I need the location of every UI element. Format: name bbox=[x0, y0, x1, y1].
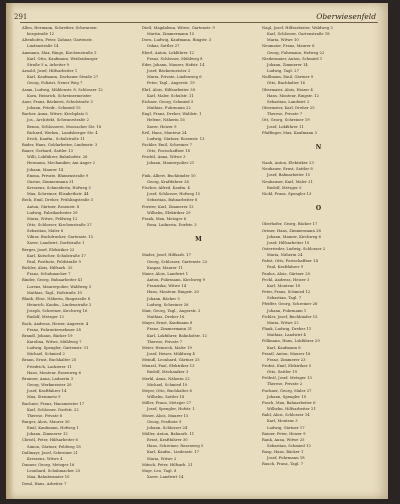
directory-entry: Buchner, Franz, Hausmeister 17 bbox=[22, 401, 85, 406]
directory-entry-continuation: Mathias, Landwirt 4 bbox=[267, 333, 306, 338]
directory-entry: Ortner, Hans, Zimmermann 28 bbox=[262, 228, 321, 233]
directory-entry: Moser, Alois, Maurer 15 bbox=[142, 413, 189, 418]
directory-entry: Obermeier, Karl, Dreher 25 bbox=[262, 106, 315, 111]
directory-entry-continuation: Wilhelm, Hilfsarbeiter 21 bbox=[267, 407, 316, 412]
directory-entry: Beck, Emil, Dreher, Frühlingstraße 3 bbox=[22, 198, 94, 203]
directory-entry-continuation: Josef, Hilfsarbeiter 10 bbox=[267, 240, 310, 245]
directory-entry-continuation: Paul, Postbote, Feldstraße 9 bbox=[27, 259, 81, 264]
directory-entry-continuation: Ernst, Kraftfahrer 30 bbox=[147, 438, 188, 443]
directory-entry-continuation: Sebastian, Landwirt 2 bbox=[267, 99, 310, 104]
directory-entry: Nußbaum, Emil, Gärtner 9 bbox=[262, 75, 314, 80]
directory-entry-continuation: Josef, Schlosser, Hofweg 15 bbox=[147, 192, 201, 197]
directory-entry-continuation: Xaver, Landwirt 14 bbox=[147, 475, 184, 480]
directory-entry-continuation: Franz, Zimmermann 31 bbox=[147, 327, 193, 332]
directory-entry: Pichler, Josef, Buchbinder 15 bbox=[262, 314, 318, 319]
directory-entry-continuation: Wilhelm, Elektriker 29 bbox=[147, 210, 191, 215]
directory-entry: Prantl, Anton, Maurer 16 bbox=[262, 351, 311, 356]
directory-entry-continuation: Karl, Monteur 3 bbox=[267, 419, 298, 424]
directory-entry-continuation: Therese, Private 7 bbox=[267, 112, 303, 117]
directory-entry-continuation: Maria, Näherin 24 bbox=[267, 253, 303, 258]
directory-entry-continuation: Joseph, Schreiner, Kirchweg 16 bbox=[27, 309, 88, 314]
directory-entry-continuation: Otto, Buchhalter 16 bbox=[267, 81, 306, 86]
directory-entry: Eder, Johann, Maurer, Hofstr. 14 bbox=[142, 62, 205, 67]
directory-entry: Christl, Peter, Hilfsarbeiter 6 bbox=[22, 438, 78, 443]
directory-entry: Naab, Anton, Elektriker 23 bbox=[262, 161, 314, 166]
directory-entry-continuation: Franz, Schuhmacher 7 bbox=[27, 272, 71, 277]
directory-entry-continuation: Max, Bahnbeamter 10 bbox=[27, 475, 70, 480]
directory-entry: Maier, Alois, Landwirt 1 bbox=[142, 271, 189, 276]
directory-entry: Rainer, Peter, Heizer 9 bbox=[262, 431, 306, 436]
directory-entry-continuation: Erich, Kaufm., Schulstraße 11 bbox=[27, 136, 85, 141]
directory-entry-continuation: Leonhard, Schuhmacher 23 bbox=[27, 469, 81, 474]
directory-entry: Niedermaier, Anton, Schmied 1 bbox=[262, 56, 323, 61]
directory-entry: Auer, Franz, Bäckerei, Schulstraße 3 bbox=[22, 99, 93, 104]
directory-entry: Mayr, Leo, Tagl. 8 bbox=[142, 468, 177, 473]
directory-entry: Dorn, Ludwig, Kaufmann, Ringstr. 3 bbox=[142, 38, 212, 43]
directory-entry-continuation: Benno, Schlosserei, Moosacher Str. 18 bbox=[27, 124, 102, 129]
directory-entry-continuation: Viktor, Buchdrucker, Gartenstr. 15 bbox=[27, 235, 94, 240]
directory-entry: Neumaier, Franz, Maurer 6 bbox=[262, 44, 315, 49]
directory-entry-continuation: Mathias, Fuhrmann 22 bbox=[147, 106, 191, 111]
directory-entry-continuation: Johann, Zimmerer 14 bbox=[267, 62, 308, 67]
page-number: 291 bbox=[14, 13, 28, 21]
running-title: Oberwiesenfeld bbox=[316, 12, 376, 21]
directory-entry: Rauch, Franz, Tagl. 7 bbox=[262, 462, 304, 467]
directory-entry: Dietl, Magdalena, Witwe, Gartenstr. 9 bbox=[142, 26, 215, 30]
directory-entry-continuation: Kaspar, Maurer 11 bbox=[147, 265, 183, 270]
directory-entry-continuation: Paul, Kraftfahrer 9 bbox=[267, 265, 304, 270]
directory-entry-continuation: Therese, Private 7 bbox=[147, 339, 183, 344]
directory-entry-continuation: Max, Schreiner, Elisabethstr. 44 bbox=[27, 192, 89, 197]
directory-entry-continuation: bergstraße 12 bbox=[27, 32, 55, 37]
directory-entry-continuation: Friedrich, Lackierer 11 bbox=[27, 364, 72, 369]
directory-entry: Braun, Ernst, Buchhalter 25 bbox=[22, 358, 77, 363]
directory-entry: Osterrieder, Ludwig, Schlosser 2 bbox=[262, 247, 326, 251]
directory-entry-continuation: Sebastian, Tagl. 7 bbox=[267, 296, 302, 301]
directory-entry: Merkl, Anna, Näherin 22 bbox=[142, 376, 190, 381]
directory-entry: Fackler, Emil, Schreiner 7 bbox=[142, 142, 192, 147]
directory-entry-continuation: Karl, Maler, Schulstr. 11 bbox=[147, 93, 194, 98]
section-letter: O bbox=[315, 205, 322, 213]
directory-entry: Meindl, Leonhard, Gärtner 25 bbox=[142, 358, 200, 363]
directory-entry: Obermaier, Alois, Heizer 4 bbox=[262, 87, 313, 92]
directory-entry-continuation: Hans, Schreiner, Rosenweg 5 bbox=[147, 444, 204, 449]
directory-entry-continuation: Otto, Sattler 19 bbox=[267, 370, 298, 375]
directory-entry: Frank, Max, Metzger 6 bbox=[142, 216, 187, 221]
directory-entry-continuation: Franziska, Witwe 14 bbox=[147, 284, 187, 289]
directory-entry-continuation: Ludwig, Fabrikarbeiter 29 bbox=[27, 210, 78, 215]
directory-entry: Paulus, Alois, Gärtner 20 bbox=[262, 271, 310, 276]
directory-entry: Eichner, Georg, Schmied 5 bbox=[142, 99, 194, 104]
directory-entry-continuation: Johann, Bäcker 5 bbox=[147, 296, 180, 301]
directory-entry-continuation: Georg, Kraftfahrer 26 bbox=[147, 179, 189, 184]
directory-entry: Mader, Josef, Hilfsarb. 17 bbox=[142, 253, 192, 258]
directory-entry-continuation: Karl, Kaufmann, Dachauer Straße 27 bbox=[27, 75, 99, 80]
directory-entry-continuation: Anton, Gärtner, Rosenstr. 8 bbox=[27, 204, 80, 209]
directory-entry-continuation: Franz, Zimmerer 23 bbox=[267, 357, 306, 362]
directory-entry-continuation: Johann, Spengler 10 bbox=[267, 394, 307, 399]
directory-entry-continuation: Wilhelm, Sattler 18 bbox=[147, 395, 185, 400]
directory-entry-continuation: Rudolf, Metzger 13 bbox=[27, 315, 64, 320]
directory-entry-continuation: Sebastian, Bahnarbeiter 8 bbox=[147, 198, 198, 203]
directory-entry: Bichler, Alois, Hilfsarb. 35 bbox=[22, 266, 73, 271]
directory-entry-continuation: Sebastian, Schmied 12 bbox=[267, 444, 311, 448]
column-2 bbox=[142, 25, 255, 493]
directory-entry: Mair, Georg, Tagl., Angerstr. 2 bbox=[142, 308, 201, 313]
directory-entry-continuation: Ludwig, Gärtner, Rosenstr. 13 bbox=[147, 136, 205, 141]
directory-entry-continuation: Ludwig, Tagl. 27 bbox=[267, 69, 299, 74]
directory-entry-continuation: Oskar, Sattler 27 bbox=[147, 44, 180, 49]
directory-entry: Fischer, Alfred, Kaufm. 4 bbox=[142, 186, 190, 191]
directory-entry-continuation: Emil, Kaufmann, Hofweg 1 bbox=[27, 426, 79, 431]
directory-entry: Pusch, Max, Bahnarbeiter 6 bbox=[262, 400, 316, 405]
directory-entry-continuation: Straße 5 a, Arbeiter 9 bbox=[27, 62, 70, 67]
directory-entry: Feichtl, Anna, Witwe 3 bbox=[142, 155, 186, 160]
directory-entry: Rank, Anna, Witwe 25 bbox=[262, 437, 305, 442]
directory-entry-continuation: Xaver, Heizer 9 bbox=[147, 124, 177, 129]
directory-entry: Eberl, Anton, Lokführer 12 bbox=[142, 50, 194, 55]
directory-entry-continuation: Richard, Werkm., Landsberger Str. 4 bbox=[27, 130, 98, 135]
directory-entry-continuation: Hans, Monteur, Ringstr. 20 bbox=[147, 290, 199, 295]
directory-entry-continuation: Johann, Friedr., Schmied 15 bbox=[27, 106, 81, 111]
directory-entry: Engl, Franz, Dreher, Waldstr. 1 bbox=[142, 112, 202, 117]
directory-entry: Pfeiffer, Georg, Schreiner 26 bbox=[262, 302, 318, 307]
directory-entry-continuation: Xaver, Landwirt, Dorfstraße 1 bbox=[27, 241, 85, 246]
directory-entry-continuation: Sebastian, Maler 6 bbox=[27, 229, 64, 234]
directory-entry: Danner, Georg, Metzger 16 bbox=[22, 463, 75, 468]
directory-entry: Miller, Franz, Metzger 27 bbox=[142, 401, 192, 406]
directory-entry bbox=[262, 197, 375, 203]
directory-entry: Rabl, Alois, Schlosser 14 bbox=[262, 413, 310, 418]
directory-entry: Plank, Ludwig, Dreher 11 bbox=[262, 327, 312, 332]
directory-entry-continuation: Karolina, Witwe, Mühlweg 7 bbox=[27, 339, 82, 344]
directory-entry-continuation: Johann, Fuhrmann 1 bbox=[267, 308, 307, 313]
directory-entry-continuation: Johann, Maurerpolier 21 bbox=[147, 161, 195, 166]
directory-entry: Münch, Peter, Hilfsarb. 21 bbox=[142, 462, 193, 467]
directory-entry-continuation: Karl, Kaufmann 8 bbox=[267, 345, 301, 350]
directory-entry: Blank, Elise, Näherin, Ringstraße 8 bbox=[22, 296, 91, 301]
directory-entry: Berger, Josef, Elektriker 22 bbox=[22, 247, 75, 252]
directory-entry: Ammann, Max, Ringe, Kirchenstraße 3 bbox=[22, 50, 97, 55]
directory-entry: Nagl, Josef, Hilfsarbeiter, Waldweg 3 bbox=[262, 26, 333, 30]
directory-entry-continuation: Hermann, Mechaniker, Am Anger 2 bbox=[27, 161, 95, 166]
directory-entry-continuation: Michael, Schmied 2 bbox=[27, 352, 65, 357]
directory-entry-continuation: Helene, Näherin 16 bbox=[147, 118, 185, 123]
directory-entry: Forster, Karl, Zimmerer 12 bbox=[142, 204, 194, 209]
directory-entry-continuation: Hans, Monteur, Rosenweg 6 bbox=[27, 370, 82, 375]
directory-entry: Pabst, Otto, Postschaffner 14 bbox=[262, 259, 318, 264]
directory-entry-continuation: Johann, Maurer, Kirchweg 6 bbox=[267, 234, 322, 239]
header-rule bbox=[20, 22, 378, 23]
directory-entry-continuation: Ludwig, Schreiner 28 bbox=[147, 302, 189, 307]
page-gutter-shadow bbox=[6, 3, 14, 499]
directory-entry: Bock, Andreas, Heizer, Angerstr. 4 bbox=[22, 321, 89, 326]
directory-entry: Altenhofen, Peter, Zahnar, Gartenstr. bbox=[22, 38, 93, 43]
directory-entry-continuation: Willi, Lokführer, Bahnhofstr. 26 bbox=[27, 155, 88, 160]
directory-entry-continuation: Karl, Monteur 18 bbox=[267, 283, 301, 288]
directory-entry: Peter, Franz, Schmied 12 bbox=[262, 290, 311, 295]
directory-entry-continuation: Rudolf, Metzger 5 bbox=[267, 185, 302, 190]
directory-entry-continuation: Karl, Lokführer, Bahnhofstr. 12 bbox=[147, 333, 207, 338]
directory-entry-continuation: Georg, Schlosser, Gartenstr. 23 bbox=[147, 259, 208, 264]
directory-entry-continuation: Johann, Zimmerer 12 bbox=[27, 432, 68, 437]
directory-entry-continuation: Kreszenz, Witwe 4 bbox=[27, 456, 63, 461]
directory-entry-continuation: Otto, Postschaffner 18 bbox=[147, 149, 191, 154]
directory-entry: Dallmayr, Josef, Schreiner 21 bbox=[22, 450, 79, 455]
directory-entry-continuation: Josef, Bahnarbeiter 15 bbox=[267, 173, 311, 178]
directory-entry: Arnold, Josef, Hilfsarbeiter 1 bbox=[22, 69, 78, 74]
directory-entry-continuation: Karl, Schlosser, Dorfstr. 22 bbox=[27, 407, 79, 412]
directory-entry-continuation: Josef, Lokführer 11 bbox=[267, 124, 304, 129]
directory-entry: Pechl, Andreas, Heizer 3 bbox=[262, 277, 310, 282]
directory-entry-continuation: Georg, Fuhrmann, Hofweg 22 bbox=[267, 50, 325, 55]
directory-entry-continuation: Gustav, Zimmermann 31 bbox=[27, 179, 74, 184]
directory-entry: Probst, Emil, Elektriker 5 bbox=[262, 363, 312, 368]
directory-entry: Meyer, Otto, Buchhalter 6 bbox=[142, 388, 192, 393]
directory-entry-continuation: Maria, Witwe, Feldweg 12 bbox=[27, 216, 78, 221]
directory-entry-continuation: Josef, Heizer, Mühlweg 4 bbox=[147, 351, 195, 356]
directory-entry-continuation: Franz, Schlosser, Mühlweg 8 bbox=[147, 56, 203, 61]
directory-entry: Ehrl, Alois, Hilfsarbeiter 30 bbox=[142, 87, 196, 92]
directory-page bbox=[6, 3, 388, 499]
directory-entry-continuation: Therese, Private 2 bbox=[267, 382, 303, 387]
directory-entry-continuation: Josef, Spengler, Hofstr. 1 bbox=[147, 407, 195, 412]
directory-entry bbox=[262, 136, 375, 142]
directory-entry: Neuhauser, Karl, Maler 21 bbox=[262, 179, 313, 184]
directory-entry-continuation: Michael, Schmied 10 bbox=[147, 382, 188, 387]
directory-entry-continuation: Ludwig, Spengler, Gartenstr. 31 bbox=[27, 346, 89, 351]
directory-entry-continuation: Hans, Monteur, Ringstr. 12 bbox=[267, 93, 319, 98]
directory-entry-continuation: Emma, Private, Blumenstraße 9 bbox=[27, 173, 89, 178]
directory-entry: Bauer, Gerhard, Sattler 13 bbox=[22, 149, 74, 154]
directory-entry: Pröbstl, Josef, Metzger 13 bbox=[262, 376, 312, 381]
directory-entry: Brandl, Johann, Bäcker 19 bbox=[22, 333, 73, 338]
directory-entry: Binder, Georg, Bahnarbeiter 41 bbox=[22, 278, 83, 283]
directory-entry: Brunner, Anna, Ladnerin 3 bbox=[22, 376, 74, 381]
directory-entry-continuation: Josef, Kraftfahrer 14 bbox=[27, 389, 67, 394]
directory-entry-continuation: Karl, Kaufm., Lindenstr. 17 bbox=[147, 450, 199, 455]
directory-entry-continuation: Korn, Heinrich, Schreinermeister bbox=[27, 93, 92, 98]
directory-entry-continuation: Therese, Private 8 bbox=[27, 413, 63, 418]
directory-entry-continuation: Johann, Schlosser 24 bbox=[147, 425, 188, 430]
directory-entry: Oberhofer, Georg, Bäcker 17 bbox=[262, 222, 318, 227]
directory-entry: Pfaffinger, Max, Kaufmann 3 bbox=[262, 130, 317, 135]
directory-entry: Bacher, Anna, Witwe, Kirchplatz 5 bbox=[22, 112, 88, 117]
directory-entry bbox=[142, 228, 255, 234]
directory-entry: Puchner, Georg, Maler 27 bbox=[262, 388, 312, 393]
directory-entry: Asam, Ludwig, Mühlenstr. 8, Schlosser 12 bbox=[22, 87, 103, 92]
directory-entry-continuation: Karl, Kutscher, Schulstraße 17 bbox=[27, 253, 86, 258]
directory-entry-continuation: Peter, Tagl., Angerstr. 19 bbox=[147, 81, 195, 86]
section-letter: N bbox=[315, 143, 322, 151]
directory-entry-continuation: Ludwig, Gärtner 17 bbox=[267, 425, 305, 430]
directory-entry-continuation: Mathias, Dreher 16 bbox=[147, 315, 185, 320]
directory-entry-continuation: Heinrich, Kaufm., Lindenstraße 2 bbox=[27, 303, 92, 308]
directory-entry: Mayer, Ernst, Kaufmann 8 bbox=[142, 321, 193, 326]
directory-entry-continuation: Josef, Bäckermeister 2 bbox=[147, 69, 191, 74]
directory-entry-continuation: Maria, Witwe 2 bbox=[147, 456, 177, 461]
directory-entry: Allen, Hermann, Schreiber, Schwarzen- bbox=[22, 26, 98, 30]
directory-entry-continuation: Rosa, Ladnerin, Dorfstr. 3 bbox=[147, 223, 197, 227]
directory-entry-continuation: Georg, Polizist, Neuer Weg 7 bbox=[27, 81, 83, 86]
directory-entry-continuation: Georg, Werkmeister 20 bbox=[27, 383, 72, 388]
directory-entry-continuation: Johann, Maurer 14 bbox=[27, 167, 64, 172]
directory-entry: Nickl, Franz, Spengler 13 bbox=[262, 191, 312, 196]
directory-entry-continuation: Maria, Witwe 10 bbox=[267, 38, 299, 43]
directory-entry: Menzel, Paul, Elektriker 13 bbox=[142, 364, 195, 369]
directory-entry-continuation: Rudolf, Mechaniker 3 bbox=[147, 370, 189, 375]
directory-entry: Müller, Anton, Bahnarb. 11 bbox=[142, 432, 195, 436]
directory-entry-continuation: Maria, Witwe 22 bbox=[267, 320, 299, 325]
directory-entry-continuation: Josef, Fuhrmann 18 bbox=[267, 456, 305, 461]
directory-entry-continuation: Anton, Fuhrmann, Kirchweg 9 bbox=[147, 278, 206, 283]
directory-entry: Neubauer, Ernst, Sattler 8 bbox=[262, 167, 313, 172]
directory-entry-continuation: Karl, Schlosser, Gartenstraße 18 bbox=[267, 32, 330, 37]
column-1 bbox=[22, 25, 135, 493]
directory-entry-continuation: Jos., Architekt, Schwarzstraße 2 bbox=[27, 118, 90, 123]
directory-entry: Rasp, Hans, Bäcker 1 bbox=[262, 450, 304, 455]
directory-entry-continuation: Lorenz, Maurerpolier, Waldweg 3 bbox=[27, 284, 92, 289]
directory-entry-continuation: Maria, Private, Lindenweg 6 bbox=[147, 75, 202, 80]
directory-entry: Ertl, Hans, Monteur 24 bbox=[142, 130, 187, 135]
directory-entry-continuation: Martin, Zimmermann 15 bbox=[147, 32, 195, 37]
directory-entry: Meier, Heinrich, Maler 19 bbox=[142, 345, 192, 350]
directory-entry: Ott, Georg, Schreiner 19 bbox=[262, 118, 310, 123]
directory-entry: Bader, Hans, Goldarbeiter, Lindenstr. 3 bbox=[22, 142, 98, 147]
directory-entry-continuation: Karl, Otto, Kaufmann, Weißenburger bbox=[27, 56, 98, 61]
column-3 bbox=[262, 25, 375, 493]
directory-entry-continuation: Lindenstraße 14 bbox=[27, 44, 59, 49]
directory-entry: Burger, Alois, Maurer 30 bbox=[22, 420, 70, 424]
directory-entry: Fink, Albert, Buchbinder 10 bbox=[142, 173, 196, 178]
directory-entry: Deml, Hans, Arbeiter 7 bbox=[22, 481, 67, 486]
directory-entry-continuation: Mathias, Tagl., Hofstraße 10 bbox=[27, 290, 82, 295]
directory-entry-continuation: Simon, Gärtner, Feldweg 18 bbox=[27, 444, 81, 449]
directory-entry-continuation: Max, Steinmetz 9 bbox=[27, 395, 61, 400]
directory-entry-continuation: Otto, Schlosser, Kirchenstraße 27 bbox=[27, 223, 92, 227]
directory-entry-continuation: Georg, Postbote 9 bbox=[147, 419, 182, 424]
directory-entry-continuation: Kreszenz, Schneiderin, Hofweg 5 bbox=[27, 186, 91, 191]
section-letter: M bbox=[195, 236, 202, 244]
directory-entry-continuation: Franz, Fuhrunternehmer 28 bbox=[27, 327, 81, 332]
directory-entry: Pöllmann, Hans, Lokführer 29 bbox=[262, 339, 320, 344]
